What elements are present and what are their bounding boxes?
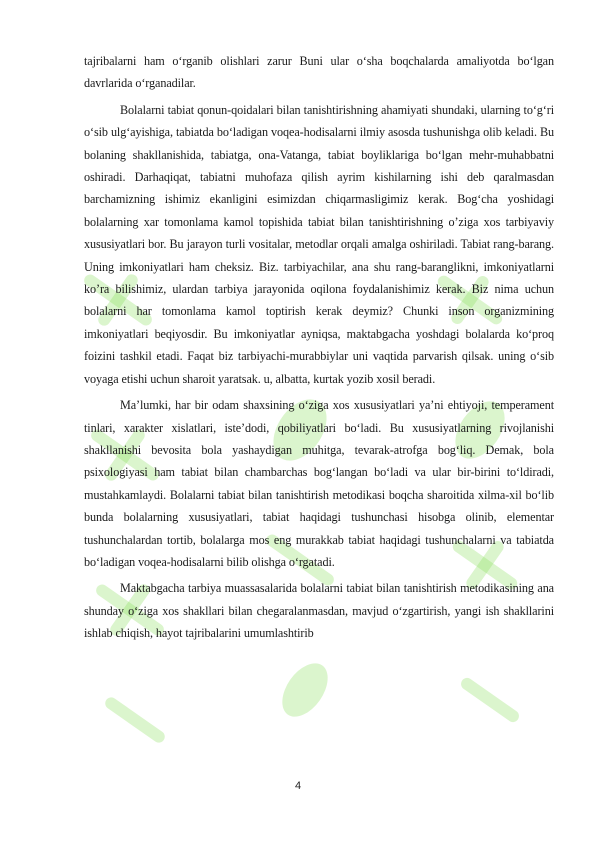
body-text bbox=[84, 50, 554, 649]
paragraph-2: Bolalarni tabiat qonun-qoidalari bilan tanishtirishning ahamiyati shundaki, ularning to‘g‘ri o‘sib ulg‘ayishiga, tabiatda bo‘ladigan voqea-hodisalarni ilmiy asosda tushunishga olib keladi. Bu bolaning shakllanishida, tabiatga, ona-Vatanga, tabiat boyliklariga bo‘lgan mehr-muhabbatni oshiradi. Darhaqiqat, tabiatni muhofaza qilish ayrim kishilarning ishi deb qaralmasdan barchamizning ishimiz ekanligini esimizdan chiqarmasligimiz kerak. Bog‘cha yoshidagi bolalarning xar tomonlama kamol topishida tabiat bilan tanishtirishning o’ziga xos tarbiyaviy xususiyatlari bor. Bu jarayon turli vositalar, metodlar orqali amalga oshiriladi. Tabiat rang-barang. Uning imkoniyatlari ham cheksiz. Biz. tarbiyachilar, ana shu rang-baranglikni, imkoniyatlarni ko’ra bilishimiz, ulardan tarbiya jarayonida oqilona foydalanishimiz kerak. Biz nima uchun bolalarni har tomonlama kamol toptirish kerak deymiz? Chunki inson organizmining imkoniyatlari beqiyosdir. Bu imkoniyatlar ayniqsa, maktabgacha yoshdagi bolalarda ko‘proq foizini tashkil etadi. Faqat biz tarbiyachi-murabbiylar uni vaqtida parvarish qilsak. uning o‘sib voyaga etishi uchun sharoit yaratsak. u, albatta, kurtak yozib xosil beradi. bbox=[84, 102, 554, 386]
paragraph-1: tajribalarni ham o‘rganib olishlari zarur Buni ular o‘sha boqchalarda amaliyotda bo‘lgan davrlarida o‘rganadilar. bbox=[84, 54, 554, 91]
paragraph-3: Ma’lumki, har bir odam shaxsining o‘ziga xos xususiyatlari ya’ni ehtiyoji, temperament tinlari, xarakter xislatlari, iste’dodi, qobiliyatlari bo‘ladi. Bu xususiyatlarning rivojlanishi shakllanishi bevosita bola yashaydigan muhitga, tevarak-atrofga bog‘liq. Demak, bola psixologiyasi ham tabiat bilan chambarchas bog‘langan bo‘ladi va ular bir-birini to‘ldiradi, mustahkamlaydi. Bolalarni tabiat bilan tanishtirish metodikasi boqcha sharoitida xilma-xil bo‘lib bunda bolalarning xususiyatlari, tabiat haqidagi tushunchasi hisobga olinib, elementar tushunchalardan tortib, bolalarga mos eng murakkab tabiat haqidagi tushunchalarni va tabiatda bo‘ladigan voqea-hodisalarni bilib olishga o‘rgatadi. bbox=[84, 398, 554, 569]
page-number: 4 bbox=[294, 780, 302, 792]
paragraph-4: Maktabgacha tarbiya muassasalarida bolalarni tabiat bilan tanishtirish metodikasining ana shunday o‘ziga xos shakllari bilan chegaralanmasdan, mavjud o‘zgartirish, yangi ish shakllarini ishlab chiqish, hayot tajribalarini umumlashtirib bbox=[84, 581, 554, 641]
